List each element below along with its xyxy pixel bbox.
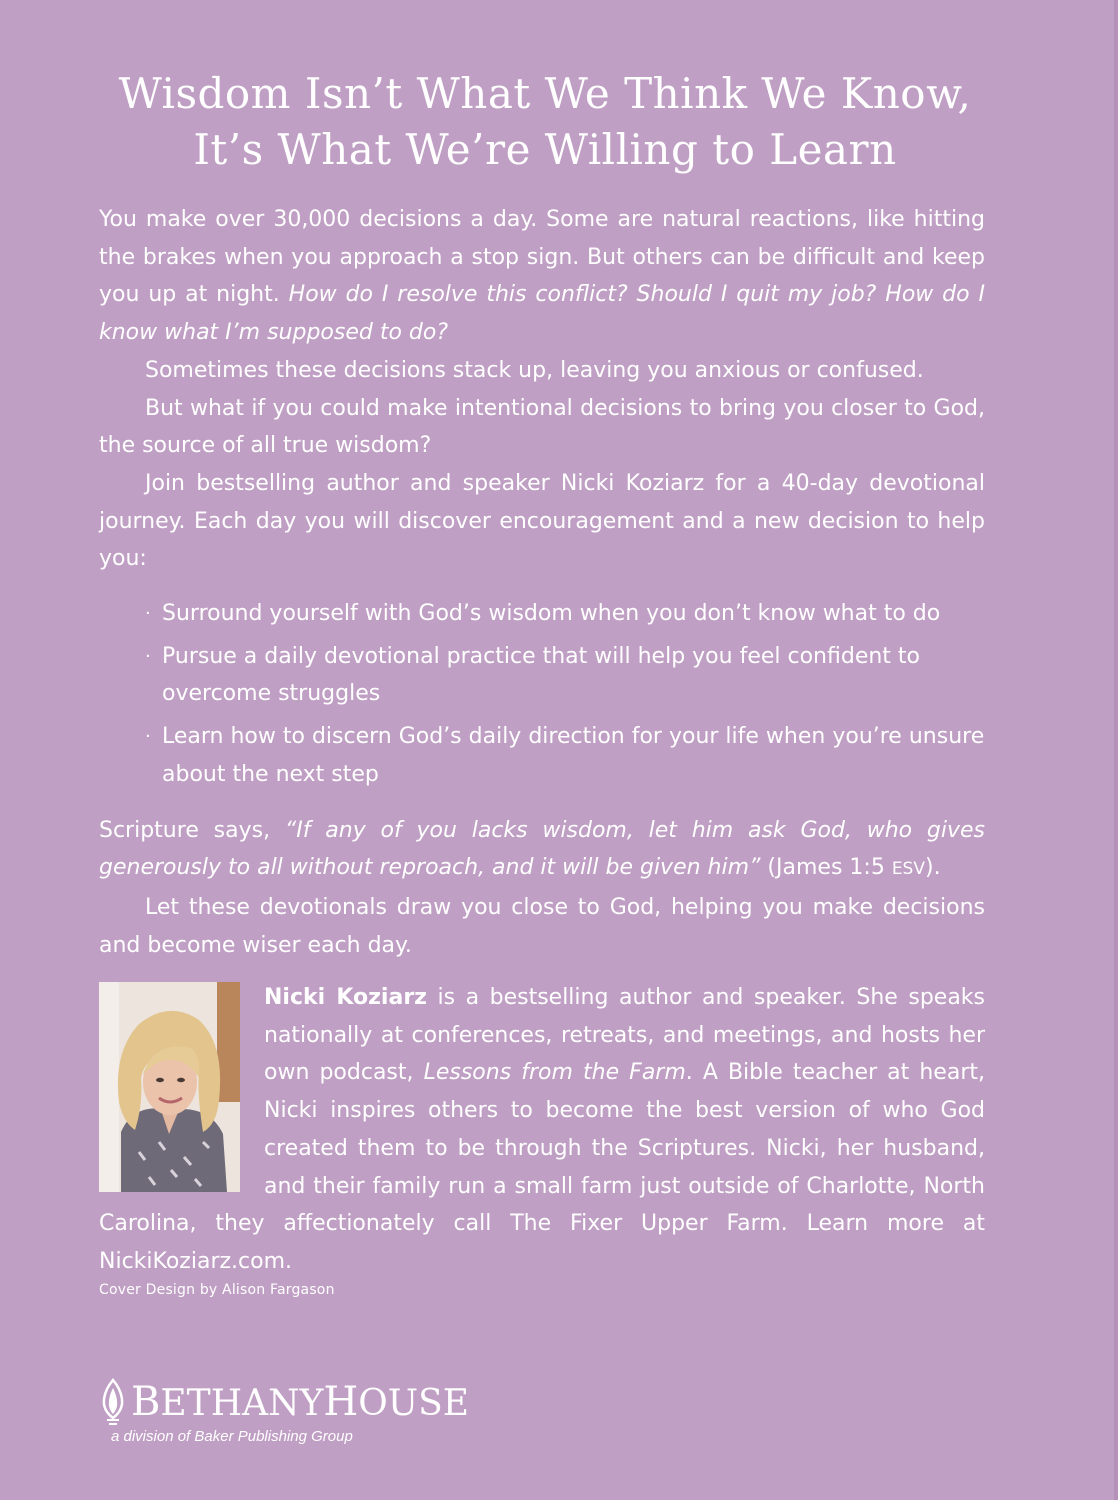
author-bio: [99, 979, 985, 1281]
publisher-logo-row: [99, 1378, 469, 1426]
podcast-title: Lessons from the Farm: [423, 1060, 686, 1086]
bethany-house-logo-icon: [99, 1378, 127, 1426]
headline: [0, 66, 1090, 178]
publisher-tagline: a division of Baker Publishing Group: [111, 1428, 353, 1445]
list-item: · Surround yourself with God’s wisdom when you don’t know what to do: [162, 595, 985, 633]
headline-line-2: It’s What We’re Willing to Learn: [193, 125, 897, 174]
list-item: · Learn how to discern God’s daily direction for your life when you’re unsure about the next step: [162, 718, 985, 793]
cover-design-credit: Cover Design by Alison Fargason: [99, 1282, 335, 1298]
paragraph-anxious: Sometimes these decisions stack up, leaving you anxious or confused.: [145, 357, 924, 383]
cover-edge: [1114, 0, 1118, 1500]
list-item: · Pursue a daily devotional practice that will help you feel confident to overcome struggles: [162, 638, 985, 713]
author-paragraph: Nicki Koziarz is a bestselling author and speaker. She speaks nationally at conferences, retreats, and meetings, and hosts her own podcast, Lessons from the Farm. A Bible teacher at heart, Nicki inspires others to become the best version of who God created them to be through the Scriptures. Nicki, her husband, and their family run a small farm just outside of Charlotte, North Carolina, they affectionately call The Fixer Upper Farm. Learn more at NickiKoziarz.com.: [99, 985, 985, 1274]
publisher-name: BETHANYHOUSE: [131, 1379, 470, 1425]
scripture-paragraph: Scripture says, “If any of you lacks wisdom, let him ask God, who gives generously to all without reproach, and it will be given him” (James 1:5 ESV).: [99, 817, 985, 881]
intro-paragraph: [99, 201, 985, 352]
author-photo: [99, 982, 240, 1192]
description: [99, 201, 985, 964]
intro-questions: How do I resolve this conflict? Should I quit my job? How do I know what I’m supposed to do?: [99, 282, 985, 346]
bullet-icon: ·: [145, 645, 151, 667]
paragraph-closer-to-god: But what if you could make intentional decisions to bring you closer to God, the source of all true wisdom?: [99, 395, 985, 459]
scripture-quote: “If any of you lacks wisdom, let him ask God, who gives generously to all without reproach, and it will be given him”: [99, 817, 985, 881]
headline-line-1: Wisdom Isn’t What We Think We Know,: [118, 69, 972, 118]
closing-paragraph: Let these devotionals draw you close to God, helping you make decisions and become wiser each day.: [99, 894, 985, 958]
bullet-icon: ·: [145, 603, 151, 625]
paragraph-join: Join bestselling author and speaker Nicki Koziarz for a 40-day devotional journey. Each day you will discover encouragement and a new decision to help you:: [99, 470, 985, 572]
benefit-list: [99, 595, 985, 794]
author-name: Nicki Koziarz: [264, 985, 427, 1010]
intro-text: You make over 30,000 decisions a day. Some are natural reactions, like hitting the brakes when you approach a stop sign. But others can be difficult and keep you up at night.: [99, 207, 985, 308]
bible-version: ESV: [891, 859, 925, 880]
publisher-imprint: [99, 1378, 469, 1445]
bullet-icon: ·: [145, 726, 151, 748]
